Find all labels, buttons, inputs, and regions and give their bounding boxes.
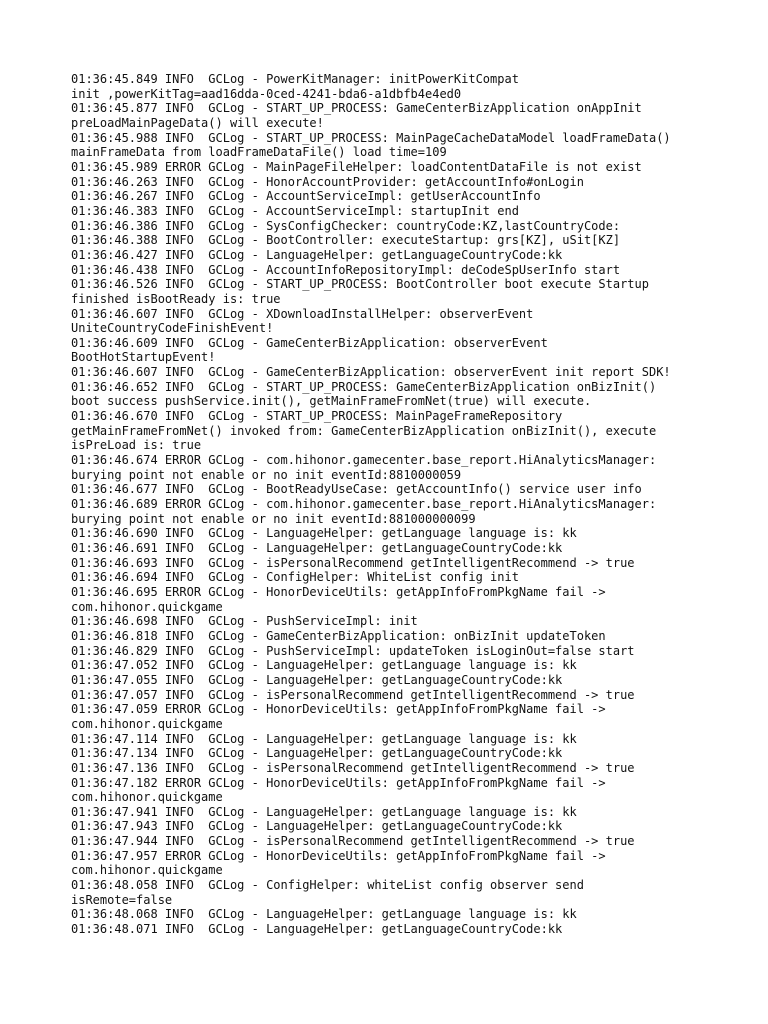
- log-line: 01:36:46.694 INFO GCLog - ConfigHelper: WhiteList config init: [71, 570, 519, 585]
- log-line: 01:36:47.134 INFO GCLog - LanguageHelper: getLanguageCountryCode:kk: [71, 746, 563, 761]
- log-line: getMainFrameFromNet() invoked from: GameCenterBizApplication onBizInit(), execute: [71, 423, 657, 438]
- log-line: 01:36:47.944 INFO GCLog - isPersonalRecommend getIntelligentRecommend -> true: [71, 834, 635, 849]
- log-line: burying point not enable or no init eventId:8810000059: [71, 467, 462, 482]
- log-line: 01:36:46.690 INFO GCLog - LanguageHelper: getLanguage language is: kk: [71, 526, 577, 541]
- log-line: 01:36:47.182 ERROR GCLog - HonorDeviceUtils: getAppInfoFromPkgName fail ->: [71, 775, 606, 790]
- log-line: 01:36:46.677 INFO GCLog - BootReadyUseCase: getAccountInfo() service user info: [71, 482, 642, 497]
- log-line: 01:36:46.388 INFO GCLog - BootController: executeStartup: grs[KZ], uSit[KZ]: [71, 233, 621, 248]
- log-line: isPreLoad is: true: [71, 438, 202, 453]
- log-line: burying point not enable or no init eventId:881000000099: [71, 511, 476, 526]
- log-line: 01:36:47.052 INFO GCLog - LanguageHelper: getLanguage language is: kk: [71, 658, 577, 673]
- log-line: 01:36:45.989 ERROR GCLog - MainPageFileHelper: loadContentDataFile is not exist: [71, 159, 642, 174]
- log-line: 01:36:45.849 INFO GCLog - PowerKitManager: initPowerKitCompat: [71, 72, 519, 86]
- log-line: 01:36:45.988 INFO GCLog - START_UP_PROCESS: MainPageCacheDataModel loadFrameData(): [71, 130, 671, 145]
- log-line: com.hihonor.quickgame: [71, 716, 223, 731]
- log-line: mainFrameData from loadFrameDataFile() load time=109: [71, 145, 447, 160]
- log-line: 01:36:46.386 INFO GCLog - SysConfigChecker: countryCode:KZ,lastCountryCode:: [71, 218, 621, 233]
- log-line: 01:36:48.058 INFO GCLog - ConfigHelper: whiteList config observer send: [71, 878, 584, 893]
- log-document: [71, 72, 731, 937]
- log-line: 01:36:46.652 INFO GCLog - START_UP_PROCESS: GameCenterBizApplication onBizInit(): [71, 379, 657, 394]
- log-line: 01:36:48.071 INFO GCLog - LanguageHelper: getLanguageCountryCode:kk: [71, 922, 563, 937]
- log-line: com.hihonor.quickgame: [71, 790, 223, 805]
- log-line: 01:36:46.698 INFO GCLog - PushServiceImpl: init: [71, 614, 418, 629]
- log-line: finished isBootReady is: true: [71, 291, 281, 306]
- log-line: BootHotStartupEvent!: [71, 350, 216, 365]
- log-line: preLoadMainPageData() will execute!: [71, 115, 324, 130]
- log-line: 01:36:47.059 ERROR GCLog - HonorDeviceUtils: getAppInfoFromPkgName fail ->: [71, 702, 606, 717]
- log-line: 01:36:46.438 INFO GCLog - AccountInfoRepositoryImpl: deCodeSpUserInfo start: [71, 262, 621, 277]
- log-line: isRemote=false: [71, 892, 173, 907]
- log-line: boot success pushService.init(), getMainFrameFromNet(true) will execute.: [71, 394, 592, 409]
- log-line: 01:36:47.114 INFO GCLog - LanguageHelper: getLanguage language is: kk: [71, 731, 577, 746]
- log-line: com.hihonor.quickgame: [71, 599, 223, 614]
- log-line: 01:36:47.055 INFO GCLog - LanguageHelper: getLanguageCountryCode:kk: [71, 672, 563, 687]
- log-line: 01:36:46.693 INFO GCLog - isPersonalRecommend getIntelligentRecommend -> true: [71, 555, 635, 570]
- log-line: 01:36:46.383 INFO GCLog - AccountServiceImpl: startupInit end: [71, 203, 519, 218]
- log-line: 01:36:47.941 INFO GCLog - LanguageHelper: getLanguage language is: kk: [71, 804, 577, 819]
- log-line: 01:36:47.057 INFO GCLog - isPersonalRecommend getIntelligentRecommend -> true: [71, 687, 635, 702]
- log-line: 01:36:46.526 INFO GCLog - START_UP_PROCESS: BootController boot execute Startup: [71, 277, 649, 292]
- log-line: 01:36:46.818 INFO GCLog - GameCenterBizApplication: onBizInit updateToken: [71, 628, 606, 643]
- log-line: 01:36:46.609 INFO GCLog - GameCenterBizApplication: observerEvent: [71, 335, 548, 350]
- log-line: UniteCountryCodeFinishEvent!: [71, 321, 274, 336]
- log-line: 01:36:46.689 ERROR GCLog - com.hihonor.gamecenter.base_report.HiAnalyticsManager:: [71, 497, 657, 512]
- log-line: 01:36:47.943 INFO GCLog - LanguageHelper: getLanguageCountryCode:kk: [71, 819, 563, 834]
- log-line: 01:36:46.674 ERROR GCLog - com.hihonor.gamecenter.base_report.HiAnalyticsManager:: [71, 453, 657, 468]
- log-line: 01:36:46.691 INFO GCLog - LanguageHelper: getLanguageCountryCode:kk: [71, 541, 563, 555]
- log-line: 01:36:46.670 INFO GCLog - START_UP_PROCESS: MainPageFrameRepository: [71, 409, 563, 424]
- log-line: 01:36:48.068 INFO GCLog - LanguageHelper: getLanguage language is: kk: [71, 907, 577, 922]
- log-line: com.hihonor.quickgame: [71, 863, 223, 878]
- log-line: init ,powerKitTag=aad16dda-0ced-4241-bda6-a1dbfb4e4ed0: [71, 86, 462, 101]
- log-line: 01:36:47.136 INFO GCLog - isPersonalRecommend getIntelligentRecommend -> true: [71, 760, 635, 775]
- log-line: 01:36:45.877 INFO GCLog - START_UP_PROCESS: GameCenterBizApplication onAppInit: [71, 101, 642, 116]
- log-line: 01:36:47.957 ERROR GCLog - HonorDeviceUtils: getAppInfoFromPkgName fail ->: [71, 848, 606, 863]
- log-line: 01:36:46.267 INFO GCLog - AccountServiceImpl: getUserAccountInfo: [71, 189, 541, 204]
- log-line: 01:36:46.829 INFO GCLog - PushServiceImpl: updateToken isLoginOut=false start: [71, 643, 635, 658]
- log-line: 01:36:46.263 INFO GCLog - HonorAccountProvider: getAccountInfo#onLogin: [71, 174, 584, 189]
- log-line: 01:36:46.427 INFO GCLog - LanguageHelper: getLanguageCountryCode:kk: [71, 247, 563, 262]
- log-line: 01:36:46.695 ERROR GCLog - HonorDeviceUtils: getAppInfoFromPkgName fail ->: [71, 584, 606, 599]
- log-line: 01:36:46.607 INFO GCLog - XDownloadInstallHelper: observerEvent: [71, 306, 534, 321]
- log-line: 01:36:46.607 INFO GCLog - GameCenterBizApplication: observerEvent init report SDK!: [71, 365, 671, 380]
